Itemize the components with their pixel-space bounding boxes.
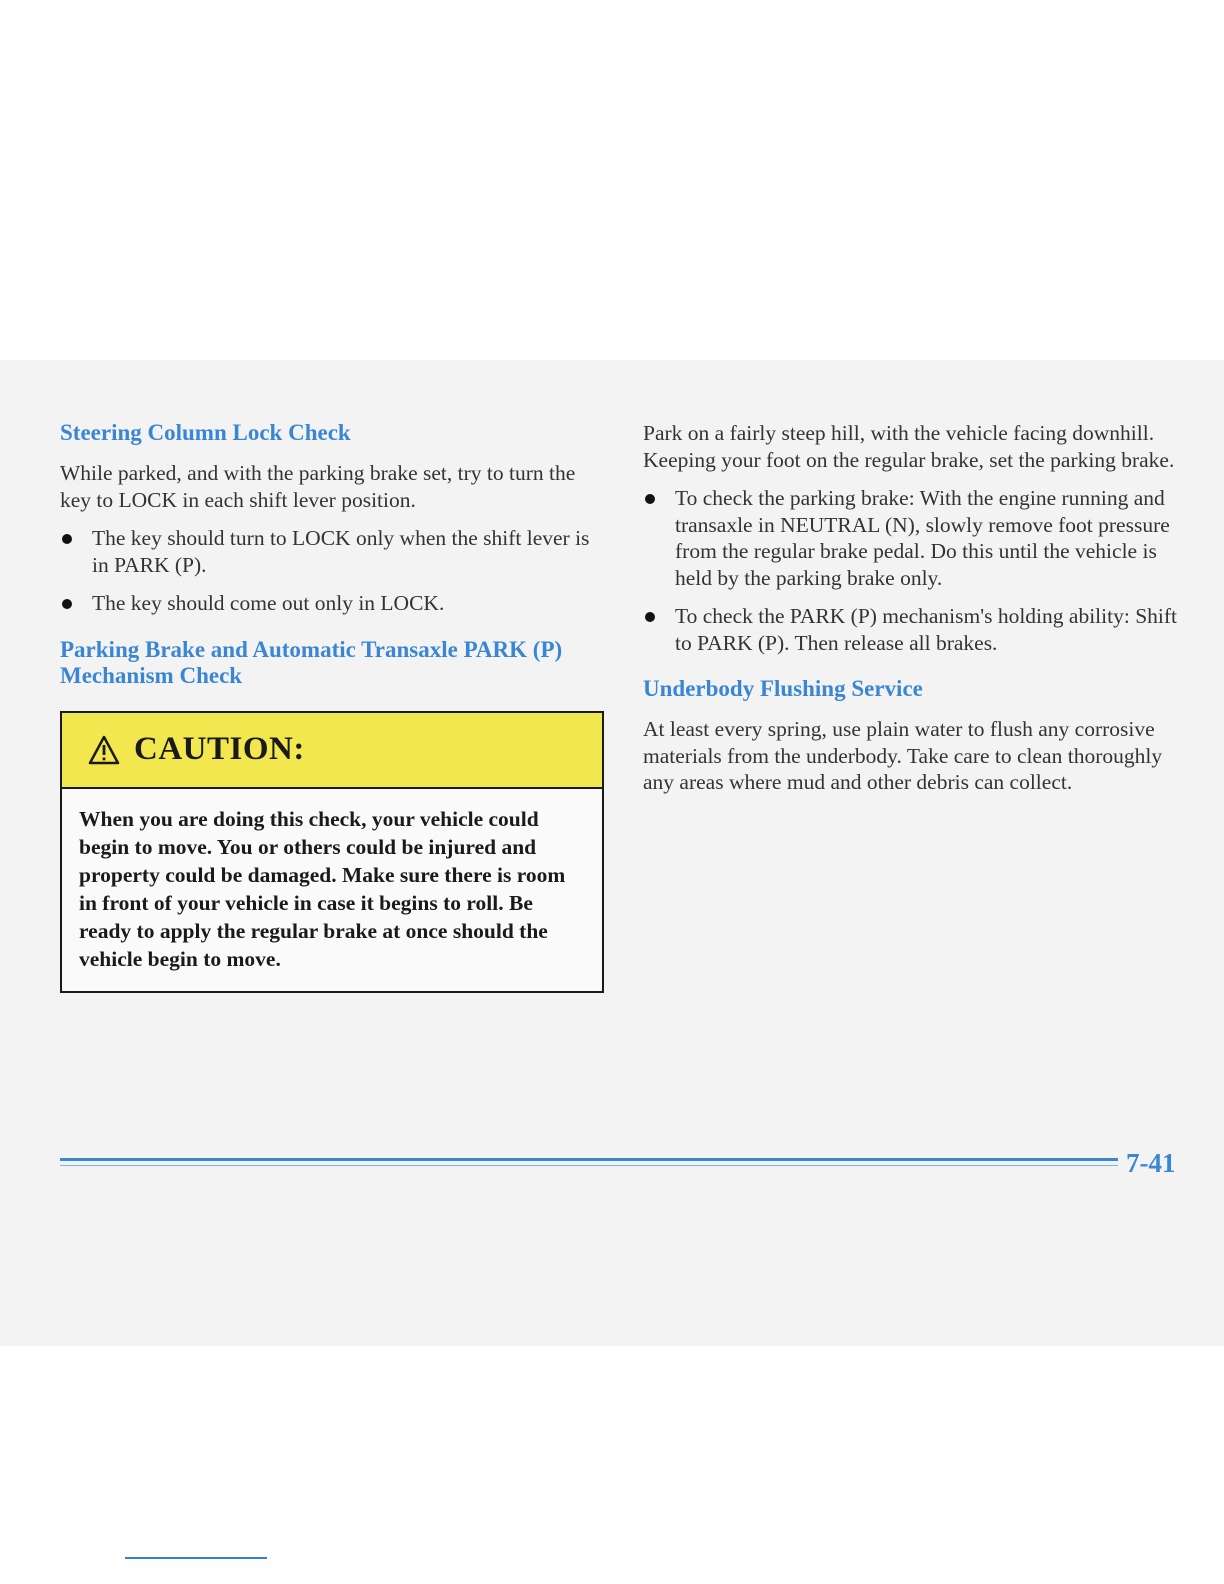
page-number: 7-41 [1126, 1148, 1176, 1178]
parking-brake-check-heading: Parking Brake and Automatic Transaxle PARK (P) Mechanism Check [60, 636, 563, 688]
bullet-text: To check the PARK (P) mechanism's holding ability: Shift to PARK (P). Then release all brakes. [675, 604, 1178, 655]
hill-check-intro: Park on a fairly steep hill, with the vehicle facing downhill. Keeping your foot on the regular brake, set the parking brake. [643, 421, 1175, 472]
footer-rule [60, 1158, 1118, 1166]
caution-body-text: When you are doing this check, your vehicle could begin to move. You or others could be injured and property could be damaged. Make sure there is room in front of your vehicle in case it begins to roll. Be ready to apply the regular brake at once should the vehicle begin to move. [79, 806, 566, 971]
caution-header [62, 713, 602, 789]
hill-check-bullet-list [643, 485, 1188, 656]
bullet-icon [62, 599, 72, 609]
footer-rule-thick [60, 1158, 1118, 1161]
list-item [643, 485, 1188, 591]
bullet-text: The key should turn to LOCK only when the shift lever is in PARK (P). [92, 526, 590, 577]
bullet-text: The key should come out only in LOCK. [92, 591, 445, 615]
bullet-icon [645, 612, 655, 622]
bullet-icon [62, 534, 72, 544]
right-column [643, 420, 1188, 796]
bullet-text: To check the parking brake: With the engine running and transaxle in NEUTRAL (N), slowly remove foot pressure from the regular brake pedal. Do this until the vehicle is held by the parking brake only. [675, 486, 1170, 590]
caution-title: CAUTION: [134, 731, 305, 767]
underbody-flushing-text: At least every spring, use plain water to flush any corrosive materials from the underbody. Take care to clean thoroughly any areas where mud and other debris can collect. [643, 717, 1163, 794]
bottom-mark [125, 1557, 267, 1559]
steering-lock-bullet-list [60, 525, 605, 617]
bullet-icon [645, 494, 655, 504]
list-item [60, 525, 605, 578]
list-item [643, 603, 1188, 656]
list-item [60, 590, 605, 617]
steering-column-lock-intro: While parked, and with the parking brake set, try to turn the key to LOCK in each shift lever position. [60, 461, 576, 512]
underbody-flushing-heading: Underbody Flushing Service [643, 676, 923, 701]
footer-rule-thin [60, 1165, 1118, 1166]
left-column [60, 420, 605, 993]
steering-column-lock-heading: Steering Column Lock Check [60, 420, 351, 445]
warning-triangle-icon [88, 735, 120, 765]
caution-box [60, 711, 604, 993]
